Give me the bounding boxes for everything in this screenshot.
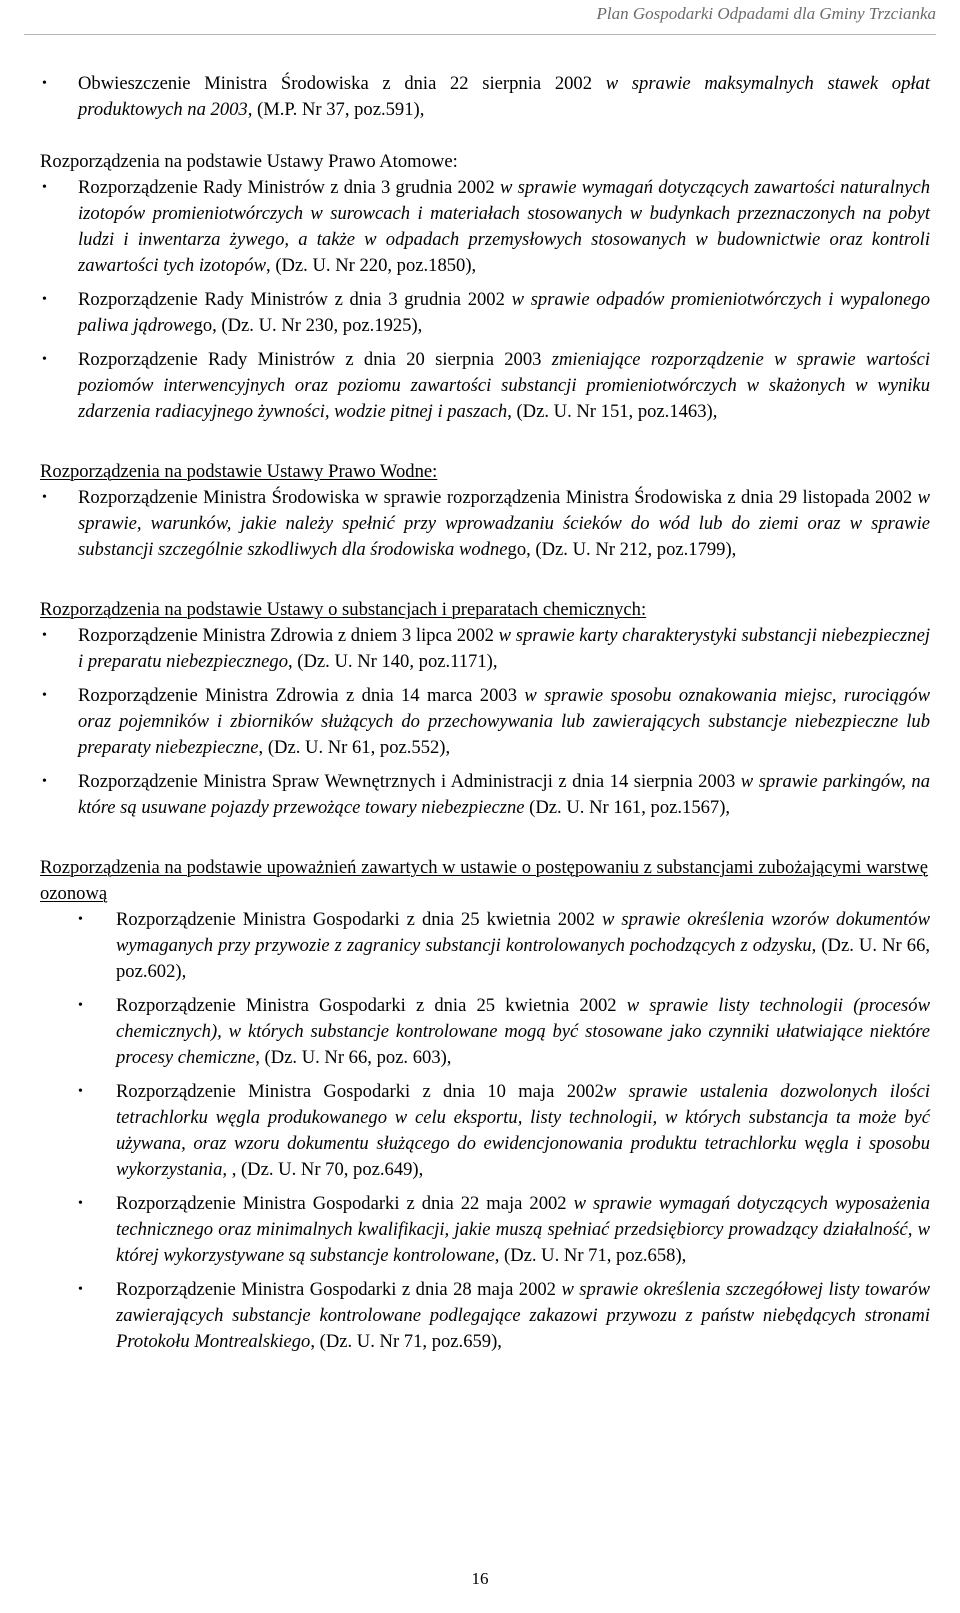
section4-list — [40, 907, 930, 1355]
item-title-text: w sprawie odpadów promieniotwórczych i wypalonego paliwa jądrowe — [78, 289, 930, 336]
item-title-text: w sprawie ustalenia dozwolonych ilości tetrachlorku węgla produkowanego w celu eksportu, listy technologii, w których substancja ta może być używana, oraz wzoru dokumentu służącego do ewidencjonowania produktu tetrachlorku węgla i sposobu wykorzystania, — [116, 1081, 930, 1180]
bullet-icon: • — [42, 352, 47, 367]
item-text: Rozporządzenie Ministra Spraw Wewnętrznych i Administracji z dnia 14 sierpnia 2003 — [78, 771, 741, 792]
item-text: , (Dz. U. Nr 151, poz.1463), — [507, 401, 718, 422]
bullet-icon: • — [78, 1196, 83, 1211]
bullet-icon: • — [42, 628, 47, 643]
item-text: , (Dz. U. Nr 71, poz.659), — [310, 1331, 502, 1352]
item-text: Rozporządzenie Ministra Zdrowia z dniem 3 lipca 2002 — [78, 625, 499, 646]
list-item — [40, 683, 930, 761]
item-text: , (Dz. U. Nr 140, poz.1171), — [288, 651, 498, 672]
item-title-text: w sprawie listy technologii (procesów chemicznych), w których substancje kontrolowane mogą być stosowane jako czynniki ułatwiające niektóre procesy chemiczne, — [116, 995, 930, 1068]
section1-heading: Rozporządzenia na podstawie Ustawy Prawo Atomowe: — [40, 151, 458, 172]
item-title-text: w sprawie wymagań dotyczących zawartości naturalnych izotopów promieniotwórczych w surowcach i materiałach stosowanych w budynkach przeznaczonych na pobyt ludzi i inwentarza żywego, a także w odpadach przemysłowych stosowanych w budownictwie oraz kontroli zawartości tych izotopów — [78, 177, 930, 276]
item-text: , (Dz. U. Nr 71, poz.658), — [494, 1245, 687, 1266]
item-title-text: w sprawie wymagań dotyczących wyposażenia technicznego oraz minimalnych kwalifikacji, jakie muszą spełniać przedsiębiorcy prowadzący działalność, w której wykorzystywane są substancje kontrolowane — [116, 1193, 930, 1266]
item-title-text: zmieniające rozporządzenie w sprawie wartości poziomów interwencyjnych oraz poziomu zawartości substancji promieniotwórczych w skażonych w wyniku zdarzenia radiacyjnego żywności, wodzie pitnej i paszach — [78, 349, 930, 422]
item-title-text: w sprawie sposobu oznakowania miejsc, rurociągów oraz pojemników i zbiorników służących do przechowywania lub zawierających substancje niebezpieczne lub preparaty niebezpieczne — [78, 685, 931, 758]
bullet-icon: • — [78, 1282, 83, 1297]
list-item — [40, 347, 930, 425]
item-title-text: w sprawie parkingów, na które są usuwane pojazdy przewożące towary niebezpieczne — [78, 771, 930, 818]
item-text: go, (Dz. U. Nr 212, poz.1799), — [507, 539, 737, 560]
section0-list — [40, 71, 930, 123]
bullet-icon: • — [78, 912, 83, 927]
bullet-icon: • — [42, 490, 47, 505]
list-item — [40, 71, 930, 123]
item-text: Rozporządzenie Ministra Zdrowia z dnia 14 marca 2003 — [78, 685, 525, 706]
list-item — [40, 287, 930, 339]
bullet-icon: • — [42, 688, 47, 703]
item-text: (Dz. U. Nr 66, poz. 603), — [259, 1047, 452, 1068]
item-text: , (M.P. Nr 37, poz.591), — [247, 99, 425, 120]
item-text: Rozporządzenie Ministra Gospodarki z dnia 25 kwietnia 2002 — [116, 995, 627, 1016]
header-rule — [24, 34, 936, 35]
item-title-text: w sprawie określenia wzorów dokumentów wymaganych przy przywozie z zagranicy substancji kontrolowanych pochodzących z odzysku — [116, 909, 931, 956]
item-text: , (Dz. U. Nr 220, poz.1850), — [266, 255, 477, 276]
bullet-icon: • — [42, 76, 47, 91]
item-text: (Dz. U. Nr 161, poz.1567), — [524, 797, 731, 818]
item-text: Rozporządzenie Ministra Gospodarki z dnia 10 maja 2002 — [116, 1081, 604, 1102]
document-body — [40, 71, 930, 1355]
list-item — [40, 485, 930, 563]
item-text: go, (Dz. U. Nr 230, poz.1925), — [193, 315, 423, 336]
item-text: Obwieszczenie Ministra Środowiska z dnia 22 sierpnia 2002 — [78, 73, 606, 94]
bullet-icon: • — [42, 292, 47, 307]
list-item — [40, 1277, 930, 1355]
item-text: , (Dz. U. Nr 61, poz.552), — [258, 737, 451, 758]
item-text: Rozporządzenie Ministra Gospodarki z dnia 28 maja 2002 — [116, 1279, 562, 1300]
section1-list — [40, 175, 930, 425]
item-text: Rozporządzenie Ministra Środowiska w sprawie rozporządzenia Ministra Środowiska z dnia 29 listopada 2002 — [78, 487, 918, 508]
item-text: , (Dz. U. Nr 70, poz.649), — [227, 1159, 424, 1180]
list-item — [40, 1079, 930, 1183]
item-text: Rozporządzenie Ministra Gospodarki z dnia 25 kwietnia 2002 — [116, 909, 602, 930]
page-number: 16 — [471, 1569, 489, 1588]
bullet-icon: • — [42, 180, 47, 195]
item-text: Rozporządzenie Rady Ministrów z dnia 3 grudnia 2002 — [78, 289, 512, 310]
section3-heading: Rozporządzenia na podstawie Ustawy o substancjach i preparatach chemicznych: — [40, 599, 647, 620]
section2-heading: Rozporządzenia na podstawie Ustawy Prawo Wodne: — [40, 461, 438, 482]
section4-heading: Rozporządzenia na podstawie upoważnień zawartych w ustawie o postępowaniu z substancjami zubożającymi warstwę ozonową — [40, 857, 929, 904]
list-item — [40, 1191, 930, 1269]
item-text: , (Dz. U. Nr 66, poz.602), — [116, 935, 931, 982]
item-text: Rozporządzenie Ministra Gospodarki z dnia 22 maja 2002 — [116, 1193, 574, 1214]
item-title-text: w sprawie karty charakterystyki substancji niebezpiecznej i preparatu niebezpiecznego — [78, 625, 931, 672]
list-item — [40, 175, 930, 279]
list-item — [40, 993, 930, 1071]
item-text: Rozporządzenie Rady Ministrów z dnia 3 grudnia 2002 — [78, 177, 500, 198]
section2-list — [40, 485, 930, 563]
bullet-icon: • — [42, 774, 47, 789]
list-item — [40, 907, 930, 985]
section3-list — [40, 623, 930, 821]
bullet-icon: • — [78, 1084, 83, 1099]
bullet-icon: • — [78, 998, 83, 1013]
running-header: Plan Gospodarki Odpadami dla Gminy Trzcianka — [596, 4, 936, 23]
list-item — [40, 769, 930, 821]
item-title-text: w sprawie określenia szczegółowej listy towarów zawierających substancje kontrolowane podlegające zakazowi przywozu z państw niebędących stronami Protokołu Montrealskiego — [116, 1279, 930, 1352]
item-title-text: w sprawie maksymalnych stawek opłat produktowych na 2003 — [78, 73, 930, 120]
item-title-text: w sprawie, warunków, jakie należy spełnić przy wprowadzaniu ścieków do wód lub do ziemi oraz w sprawie substancji szczególnie szkodliwych dla środowiska wodne — [78, 487, 930, 560]
list-item — [40, 623, 930, 675]
item-text: Rozporządzenie Rady Ministrów z dnia 20 sierpnia 2003 — [78, 349, 552, 370]
